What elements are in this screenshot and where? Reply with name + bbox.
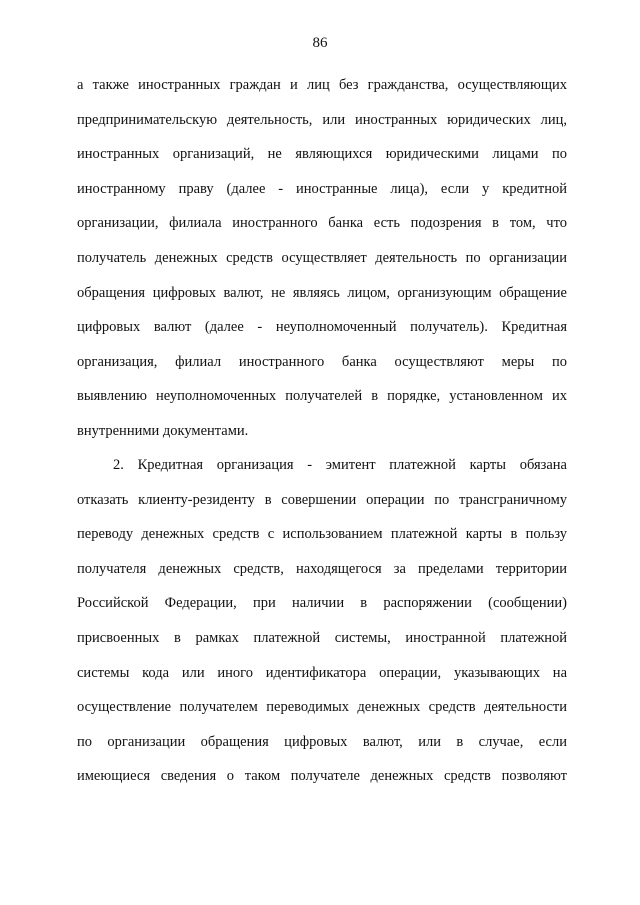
paragraph-line: иностранному праву (далее - иностранные лица), если у кредитной	[77, 180, 567, 197]
paragraph-line: организация, филиал иностранного банка осуществляют меры по	[77, 353, 567, 370]
paragraph-line: по организации обращения цифровых валют, или в случае, если	[77, 733, 567, 750]
paragraph-line: осуществление получателем переводимых денежных средств деятельности	[77, 699, 567, 716]
paragraph-line: цифровых валют (далее - неуполномоченный получатель). Кредитная	[77, 319, 567, 336]
paragraph-line: обращения цифровых валют, не являясь лицом, организующим обращение	[77, 284, 567, 301]
paragraph-line: системы кода или иного идентификатора операции, указывающих на	[77, 664, 567, 681]
paragraph-line: имеющиеся сведения о таком получателе денежных средств позволяют	[77, 768, 567, 785]
paragraph-line: отказать клиенту-резиденту в совершении операции по трансграничному	[77, 491, 567, 508]
paragraph-line: присвоенных в рамках платежной системы, иностранной платежной	[77, 629, 567, 646]
paragraph-line: предпринимательскую деятельность, или иностранных юридических лиц,	[77, 111, 567, 128]
paragraph-2	[77, 455, 567, 801]
paragraph-line: переводу денежных средств с использованием платежной карты в пользу	[77, 526, 567, 543]
paragraph-line: внутренними документами.	[77, 422, 249, 439]
paragraph-line: Российской Федерации, при наличии в распоряжении (сообщении)	[77, 595, 567, 612]
paragraph-line: 2. Кредитная организация - эмитент платежной карты обязана	[113, 457, 567, 473]
paragraph-line: получателя денежных средств, находящегося за пределами территории	[77, 560, 567, 577]
paragraph-line: выявлению неуполномоченных получателей в порядке, установленном их	[77, 388, 567, 405]
paragraph-line: а также иностранных граждан и лиц без гражданства, осуществляющих	[77, 77, 567, 93]
paragraph-line: организации, филиала иностранного банка есть подозрения в том, что	[77, 215, 567, 232]
paragraph-line: получатель денежных средств осуществляет деятельность по организации	[77, 249, 567, 266]
paragraph-1	[77, 75, 567, 456]
page-number: 86	[312, 35, 328, 51]
paragraph-line: иностранных организаций, не являющихся юридическими лицами по	[77, 146, 567, 163]
